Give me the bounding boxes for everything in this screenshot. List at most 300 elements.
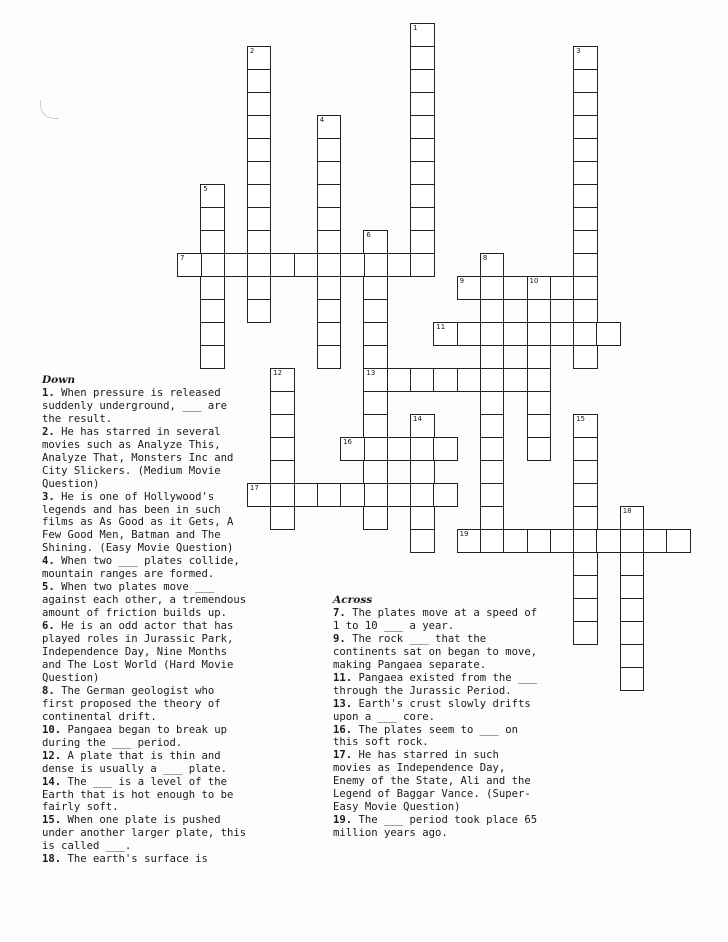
grid-cell[interactable]	[573, 276, 598, 300]
grid-cell[interactable]	[200, 253, 225, 277]
grid-cell[interactable]	[200, 207, 225, 231]
clue-text: and The Lost World (Hard Movie	[42, 658, 234, 671]
grid-cell[interactable]	[480, 345, 505, 369]
clue-label-number: 10.	[42, 723, 62, 736]
clue-text: legends and has been in such	[42, 503, 221, 516]
grid-cell[interactable]	[480, 529, 505, 553]
grid-cell[interactable]	[200, 299, 225, 323]
grid-cell[interactable]	[573, 115, 598, 139]
grid-cell[interactable]	[340, 253, 365, 277]
clue-text: The rock ___ that the	[352, 632, 487, 645]
grid-cell[interactable]	[410, 161, 435, 185]
grid-cell[interactable]	[410, 460, 435, 484]
grid-cell[interactable]	[410, 138, 435, 162]
clue-text: Independence Day, Nine Months	[42, 646, 227, 659]
clue-line	[333, 814, 573, 827]
clue-line	[42, 801, 272, 814]
grid-cell[interactable]	[410, 184, 435, 208]
clue-line	[42, 776, 272, 789]
clue-line	[333, 685, 573, 698]
clue-line	[333, 672, 573, 685]
grid-cell[interactable]	[340, 483, 365, 507]
clue-line	[333, 788, 573, 801]
clue-line	[333, 633, 573, 646]
grid-cell[interactable]	[200, 276, 225, 300]
grid-cell[interactable]	[363, 437, 388, 461]
clue-number: 15	[576, 415, 586, 423]
grid-cell[interactable]	[270, 368, 295, 392]
grid-cell[interactable]	[410, 92, 435, 116]
grid-cell[interactable]	[480, 414, 505, 438]
grid-cell[interactable]	[527, 345, 552, 369]
grid-cell[interactable]	[550, 322, 575, 346]
grid-cell[interactable]	[363, 322, 388, 346]
scan-mark	[40, 100, 59, 119]
clue-text: Pangaea began to break up	[67, 723, 227, 736]
clue-text: suddenly underground, ___ are	[42, 399, 227, 412]
grid-cell[interactable]	[573, 230, 598, 254]
down-clue	[42, 776, 272, 815]
clue-label-number: 4.	[42, 555, 55, 568]
clue-label-number: 15.	[42, 814, 62, 827]
grid-cell[interactable]	[317, 276, 342, 300]
clue-line	[42, 840, 272, 853]
clue-text: first proposed the theory of	[42, 697, 221, 710]
grid-cell[interactable]	[573, 138, 598, 162]
grid-cell[interactable]	[200, 322, 225, 346]
clue-number: 2	[249, 47, 255, 55]
clue-line	[42, 516, 272, 529]
clue-text: The ___ period took place 65	[358, 814, 538, 827]
clue-label-number: 5.	[42, 581, 55, 594]
clue-line	[333, 711, 573, 724]
clue-label-number: 1.	[42, 386, 55, 399]
down-clue	[42, 555, 272, 581]
grid-cell[interactable]	[457, 276, 482, 300]
grid-cell[interactable]	[620, 529, 645, 553]
grid-cell[interactable]	[317, 138, 342, 162]
grid-cell[interactable]	[457, 368, 482, 392]
grid-cell[interactable]	[410, 483, 435, 507]
clue-text: during the ___ period.	[42, 736, 183, 749]
grid-cell[interactable]	[433, 437, 458, 461]
clue-number: 6	[366, 231, 371, 239]
clue-line	[42, 659, 272, 672]
grid-cell[interactable]	[363, 391, 388, 415]
grid-cell[interactable]	[317, 115, 342, 139]
grid-cell[interactable]	[527, 437, 552, 461]
clue-label-number: 13.	[333, 697, 353, 710]
grid-cell[interactable]	[433, 368, 458, 392]
grid-cell[interactable]	[363, 368, 388, 392]
grid-cell[interactable]	[410, 529, 435, 553]
grid-cell[interactable]	[480, 276, 505, 300]
grid-cell[interactable]	[224, 253, 249, 277]
clue-number: 13	[366, 369, 376, 377]
across-clue	[333, 698, 573, 724]
grid-cell[interactable]	[480, 391, 505, 415]
down-heading: Down	[42, 374, 76, 386]
clue-text: When pressure is released	[61, 386, 221, 399]
clue-label-number: 19.	[333, 814, 353, 827]
grid-cell[interactable]	[527, 322, 552, 346]
clue-line	[42, 814, 272, 827]
clue-line	[333, 620, 573, 633]
clue-line	[42, 439, 272, 452]
grid-cell[interactable]	[573, 322, 598, 346]
clue-line	[42, 568, 272, 581]
grid-cell[interactable]	[410, 414, 435, 438]
clue-number: 16	[343, 438, 353, 446]
across-clue	[333, 724, 573, 750]
clue-line	[333, 775, 573, 788]
clue-line	[333, 607, 573, 620]
clue-label-number: 6.	[42, 620, 55, 633]
grid-cell[interactable]	[247, 253, 272, 277]
grid-cell[interactable]	[317, 207, 342, 231]
grid-cell[interactable]	[620, 598, 645, 622]
clue-label-number: 8.	[42, 684, 55, 697]
clue-text: continental drift.	[42, 710, 157, 723]
clue-line	[42, 400, 272, 413]
grid-cell[interactable]	[596, 322, 621, 346]
clue-line	[42, 504, 272, 517]
grid-cell[interactable]	[550, 276, 575, 300]
grid-cell[interactable]	[270, 460, 295, 484]
across-clue	[333, 607, 573, 633]
grid-cell[interactable]	[363, 483, 388, 507]
clue-line	[42, 711, 272, 724]
grid-cell[interactable]	[620, 575, 645, 599]
grid-cell[interactable]	[247, 46, 272, 70]
grid-cell[interactable]	[200, 230, 225, 254]
clue-number: 11	[436, 323, 446, 331]
grid-cell[interactable]	[317, 299, 342, 323]
grid-cell[interactable]	[270, 483, 295, 507]
grid-cell[interactable]	[294, 253, 319, 277]
clue-text: City Slickers. (Medium Movie	[42, 464, 221, 477]
down-clues	[42, 374, 272, 866]
across-clue	[333, 672, 573, 698]
grid-cell[interactable]	[620, 552, 645, 576]
grid-cell[interactable]	[410, 69, 435, 93]
grid-cell[interactable]	[480, 368, 505, 392]
down-clue	[42, 491, 272, 556]
clue-text: Easy Movie Question)	[333, 801, 461, 814]
clue-line	[42, 750, 272, 763]
down-clue	[42, 387, 272, 426]
clue-text: Question)	[42, 671, 100, 684]
clue-text: He has starred in such	[358, 749, 499, 762]
clue-line	[42, 724, 272, 737]
clue-text: Analyze That, Monsters Inc and	[42, 451, 234, 464]
grid-cell[interactable]	[480, 483, 505, 507]
clue-label-number: 12.	[42, 749, 62, 762]
grid-cell[interactable]	[410, 46, 435, 70]
clue-text: through the Jurassic Period.	[333, 684, 512, 697]
grid-cell[interactable]	[270, 253, 295, 277]
clue-line	[42, 698, 272, 711]
grid-cell[interactable]	[573, 92, 598, 116]
grid-cell[interactable]	[363, 506, 388, 530]
grid-cell[interactable]	[247, 92, 272, 116]
clue-text: million years ago.	[333, 827, 448, 840]
grid-cell[interactable]	[363, 414, 388, 438]
clue-label-number: 2.	[42, 425, 55, 438]
clue-number: 18	[622, 507, 632, 515]
grid-cell[interactable]	[363, 460, 388, 484]
grid-cell[interactable]	[480, 506, 505, 530]
grid-cell[interactable]	[620, 621, 645, 645]
clue-line	[42, 465, 272, 478]
clue-line	[42, 491, 272, 504]
clue-text: He is one of Hollywood's	[61, 490, 215, 503]
clue-line	[42, 789, 272, 802]
grid-cell[interactable]	[573, 575, 598, 599]
across-clue	[333, 814, 573, 840]
grid-cell[interactable]	[503, 322, 528, 346]
clue-text: movies as Independence Day,	[333, 762, 506, 775]
grid-cell[interactable]	[317, 184, 342, 208]
grid-cell[interactable]	[433, 483, 458, 507]
clue-text: Few Good Men, Batman and The	[42, 529, 221, 542]
clue-line	[333, 801, 573, 814]
grid-cell[interactable]	[480, 299, 505, 323]
grid-cell[interactable]	[573, 437, 598, 461]
clue-number: 8	[482, 254, 488, 262]
clue-text: The German geologist who	[61, 684, 215, 697]
grid-cell[interactable]	[247, 184, 272, 208]
grid-cell[interactable]	[573, 345, 598, 369]
grid-cell[interactable]	[527, 414, 552, 438]
grid-cell[interactable]	[457, 322, 482, 346]
clue-line	[42, 594, 272, 607]
grid-cell[interactable]	[363, 345, 388, 369]
clue-number: 3	[576, 47, 581, 55]
clue-line	[333, 749, 573, 762]
clue-text: movies such as Analyze This,	[42, 438, 221, 451]
grid-cell[interactable]	[620, 506, 645, 530]
clue-text: A plate that is thin and	[67, 749, 221, 762]
clue-text: films as As Good as it Gets, A	[42, 516, 234, 529]
clue-text: Legend of Baggar Vance. (Super-	[333, 788, 531, 801]
clue-line	[42, 633, 272, 646]
grid-cell[interactable]	[270, 414, 295, 438]
grid-cell[interactable]	[480, 322, 505, 346]
grid-cell[interactable]	[340, 437, 365, 461]
grid-cell[interactable]	[573, 46, 598, 70]
grid-cell[interactable]	[573, 552, 598, 576]
grid-cell[interactable]	[527, 368, 552, 392]
clue-line	[42, 607, 272, 620]
grid-cell[interactable]	[666, 529, 691, 553]
grid-cell[interactable]	[410, 253, 435, 277]
grid-cell[interactable]	[387, 253, 412, 277]
clue-line	[333, 646, 573, 659]
grid-cell[interactable]	[503, 276, 528, 300]
grid-cell[interactable]	[200, 345, 225, 369]
grid-cell[interactable]	[270, 506, 295, 530]
grid-cell[interactable]	[527, 276, 552, 300]
clue-number: 9	[459, 277, 465, 285]
grid-cell[interactable]	[527, 299, 552, 323]
grid-cell[interactable]	[643, 529, 668, 553]
grid-cell[interactable]	[247, 299, 272, 323]
grid-cell[interactable]	[503, 529, 528, 553]
clue-text: mountain ranges are formed.	[42, 568, 215, 581]
clue-label-number: 16.	[333, 723, 353, 736]
clue-line	[42, 387, 272, 400]
clue-label-number: 3.	[42, 490, 55, 503]
grid-cell[interactable]	[550, 529, 575, 553]
grid-cell[interactable]	[410, 115, 435, 139]
clue-text: Question)	[42, 477, 100, 490]
clue-line	[42, 581, 272, 594]
clue-line	[42, 672, 272, 685]
grid-cell[interactable]	[480, 437, 505, 461]
clue-line	[42, 542, 272, 555]
grid-cell[interactable]	[317, 230, 342, 254]
clue-line	[42, 529, 272, 542]
clue-line	[42, 646, 272, 659]
clue-text: Earth that is hot enough to be	[42, 788, 234, 801]
grid-cell[interactable]	[410, 230, 435, 254]
grid-cell[interactable]	[363, 253, 388, 277]
grid-cell[interactable]	[573, 207, 598, 231]
clue-line	[333, 659, 573, 672]
clue-text: When two plates move ___	[61, 581, 215, 594]
grid-cell[interactable]	[247, 69, 272, 93]
grid-cell[interactable]	[596, 529, 621, 553]
clue-text: amount of friction builds up.	[42, 607, 227, 620]
clue-text: making Pangaea separate.	[333, 658, 487, 671]
grid-cell[interactable]	[503, 368, 528, 392]
grid-cell[interactable]	[294, 483, 319, 507]
grid-cell[interactable]	[177, 253, 202, 277]
clue-line	[42, 452, 272, 465]
clue-text: against each other, a tremendous	[42, 594, 247, 607]
grid-cell[interactable]	[573, 598, 598, 622]
grid-cell[interactable]	[573, 184, 598, 208]
grid-cell[interactable]	[573, 69, 598, 93]
grid-cell[interactable]	[363, 299, 388, 323]
clue-line	[42, 620, 272, 633]
grid-cell[interactable]	[317, 253, 342, 277]
clue-text: He has starred in several	[61, 425, 221, 438]
grid-cell[interactable]	[270, 391, 295, 415]
clue-text: When one plate is pushed	[67, 814, 221, 827]
clue-label-number: 7.	[333, 606, 346, 619]
grid-cell[interactable]	[620, 644, 645, 668]
clue-line	[333, 724, 573, 737]
grid-cell[interactable]	[573, 253, 598, 277]
grid-cell[interactable]	[480, 460, 505, 484]
clue-line	[333, 762, 573, 775]
clue-number: 5	[203, 185, 208, 193]
grid-cell[interactable]	[317, 345, 342, 369]
clue-text: He is an odd actor that has	[61, 620, 234, 633]
clue-number: 10	[529, 277, 539, 285]
clue-text: The plates seem to ___ on	[358, 723, 518, 736]
clue-line	[42, 478, 272, 491]
grid-cell[interactable]	[270, 437, 295, 461]
grid-cell[interactable]	[387, 368, 412, 392]
grid-cell[interactable]	[573, 161, 598, 185]
grid-cell[interactable]	[527, 391, 552, 415]
grid-cell[interactable]	[410, 437, 435, 461]
across-clue	[333, 749, 573, 814]
grid-cell[interactable]	[247, 276, 272, 300]
clue-text: The earth's surface is	[67, 853, 208, 866]
grid-cell[interactable]	[247, 161, 272, 185]
grid-cell[interactable]	[573, 621, 598, 645]
grid-cell[interactable]	[433, 322, 458, 346]
clue-label-number: 14.	[42, 775, 62, 788]
grid-cell[interactable]	[620, 667, 645, 691]
across-clue	[333, 633, 573, 672]
grid-cell[interactable]	[247, 138, 272, 162]
clue-line	[333, 698, 573, 711]
clue-text: Shining. (Easy Movie Question)	[42, 542, 234, 555]
clue-line	[42, 853, 272, 866]
clue-text: Enemy of the State, Ali and the	[333, 775, 531, 788]
grid-cell[interactable]	[410, 506, 435, 530]
grid-cell[interactable]	[573, 460, 598, 484]
clue-label-number: 11.	[333, 671, 353, 684]
grid-cell[interactable]	[200, 184, 225, 208]
clue-text: fairly soft.	[42, 801, 119, 814]
clue-line	[42, 827, 272, 840]
clue-line	[42, 763, 272, 776]
grid-cell[interactable]	[363, 230, 388, 254]
grid-cell[interactable]	[317, 322, 342, 346]
clue-number: 4	[319, 116, 325, 124]
clue-text: 1 to 10 ___ a year.	[333, 619, 455, 632]
grid-cell[interactable]	[410, 207, 435, 231]
grid-cell[interactable]	[480, 253, 505, 277]
clue-line	[42, 685, 272, 698]
grid-cell[interactable]	[363, 276, 388, 300]
clue-text: Earth's crust slowly drifts	[358, 697, 531, 710]
grid-cell[interactable]	[457, 529, 482, 553]
grid-cell[interactable]	[410, 23, 435, 47]
down-clue	[42, 426, 272, 491]
grid-cell[interactable]	[410, 368, 435, 392]
grid-cell[interactable]	[573, 299, 598, 323]
down-clue	[42, 581, 272, 620]
grid-cell[interactable]	[527, 529, 552, 553]
across-clues	[333, 594, 573, 840]
clue-line	[42, 413, 272, 426]
clue-text: is called ___.	[42, 840, 132, 853]
grid-cell[interactable]	[387, 437, 412, 461]
clue-text: under another larger plate, this	[42, 827, 247, 840]
grid-cell[interactable]	[317, 161, 342, 185]
clue-line	[333, 827, 573, 840]
clue-number: 7	[180, 254, 185, 262]
grid-cell[interactable]	[573, 414, 598, 438]
grid-cell[interactable]	[573, 506, 598, 530]
clue-text: upon a ___ core.	[333, 710, 436, 723]
grid-cell[interactable]	[247, 230, 272, 254]
grid-cell[interactable]	[573, 483, 598, 507]
grid-cell[interactable]	[573, 529, 598, 553]
grid-cell[interactable]	[247, 115, 272, 139]
grid-cell[interactable]	[317, 483, 342, 507]
grid-cell[interactable]	[387, 483, 412, 507]
clue-number: 19	[459, 530, 469, 538]
grid-cell[interactable]	[247, 207, 272, 231]
